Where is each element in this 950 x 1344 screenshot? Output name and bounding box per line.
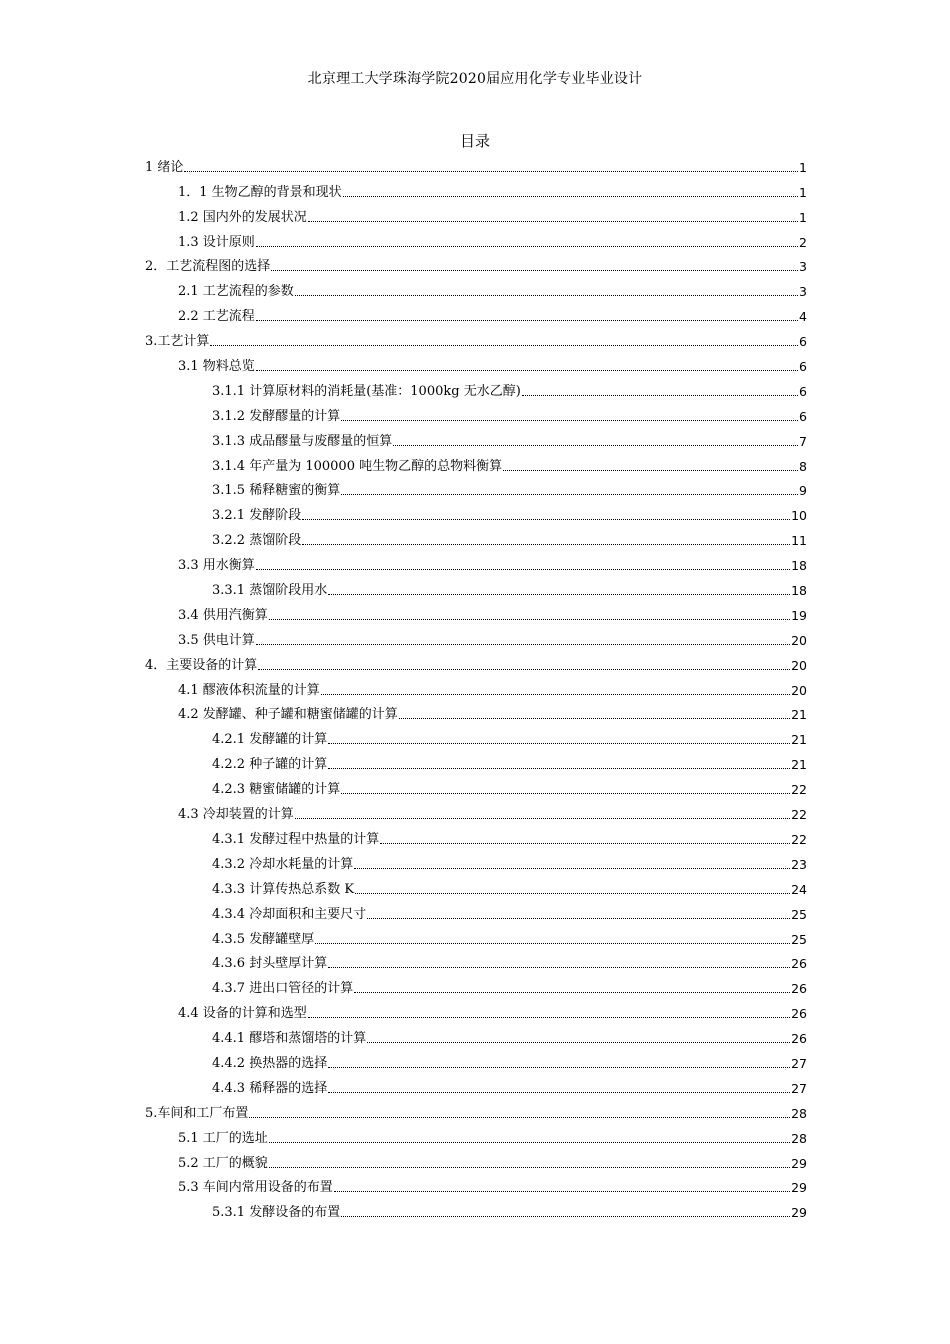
toc-entry[interactable] [145,897,807,922]
toc-entry-page: 25 [791,931,807,947]
toc-entry-label: 4.2.3 糖蜜储罐的计算 [212,782,341,798]
toc-entry-label: 3.3.1 蒸馏阶段用水 [212,583,328,599]
toc-entry[interactable] [145,1121,807,1146]
toc-entry-label: 4．主要设备的计算 [145,657,258,673]
toc-leader-dots [308,220,798,222]
toc-entry-page: 20 [791,657,807,673]
toc-leader-dots [341,493,798,495]
toc-entry-label: 4.3.7 进出口管径的计算 [212,981,354,997]
toc-entry-page: 26 [791,981,807,997]
toc-entry-label: 3.3 用水衡算 [178,558,255,574]
toc-entry-page: 3 [799,259,807,275]
toc-entry[interactable] [145,822,807,847]
toc-entry-page: 26 [791,956,807,972]
toc-entry-page: 21 [791,707,807,723]
toc-entry[interactable] [145,1021,807,1046]
toc-leader-dots [367,1041,790,1043]
toc-entry-page: 20 [791,682,807,698]
toc-entry-label: 3.4 供用汽衡算 [178,607,268,623]
toc-entry-page: 29 [791,1180,807,1196]
toc-entry[interactable] [145,673,807,698]
toc-leader-dots [328,966,790,968]
toc-entry[interactable] [145,548,807,573]
toc-entry-page: 1 [799,184,807,200]
toc-entry-page: 2 [799,234,807,250]
toc-leader-dots [380,842,790,844]
toc-leader-dots [269,1141,790,1143]
toc-entry-label: 4.4 设备的计算和选型 [178,1006,307,1022]
toc-entry-label: 4.3.6 封头壁厚计算 [212,956,328,972]
toc-entry-label: 3.2.2 蒸馏阶段 [212,533,302,549]
toc-entry-label: 5.3 车间内常用设备的布置 [178,1180,333,1196]
toc-entry[interactable] [145,175,807,200]
toc-leader-dots [341,1215,790,1217]
toc-leader-dots [210,344,798,346]
toc-title: 目录 [459,132,490,150]
toc-entry[interactable] [145,225,807,250]
toc-entry[interactable] [145,872,807,897]
toc-entry-page: 22 [791,831,807,847]
toc-entry-label: 2．工艺流程图的选择 [145,259,271,275]
toc-leader-dots [334,1190,790,1192]
toc-entry[interactable] [145,847,807,872]
toc-entry-page: 1 [799,209,807,225]
toc-entry[interactable] [145,947,807,972]
toc-entry-label: 3.1.1 计算原材料的消耗量(基准：1000kg 无水乙醇) [212,383,521,399]
toc-entry-page: 22 [791,782,807,798]
toc-entry-label: 5.3.1 发酵设备的布置 [212,1205,341,1221]
toc-leader-dots [328,767,790,769]
toc-entry[interactable] [145,399,807,424]
toc-entry-page: 10 [791,508,807,524]
toc-entry-label: 3.5 供电计算 [178,632,255,648]
toc-entry[interactable] [145,150,807,175]
toc-entry-label: 5.1 工厂的选址 [178,1130,268,1146]
toc-entry[interactable] [145,698,807,723]
page-header: 北京理工大学珠海学院2020届应用化学专业毕业设计 [307,71,643,87]
toc-leader-dots [256,568,790,570]
toc-leader-dots [308,1016,790,1018]
toc-entry-page: 11 [791,533,807,549]
toc-entry-page: 25 [791,906,807,922]
toc-entry-label: 3.2.1 发酵阶段 [212,508,302,524]
toc-entry[interactable] [145,1195,807,1220]
toc-leader-dots [393,444,798,446]
toc-entry-label: 4.3.2 冷却水耗量的计算 [212,856,354,872]
toc-entry[interactable] [145,797,807,822]
toc-leader-dots [503,469,798,471]
toc-entry[interactable] [145,349,807,374]
toc-entry[interactable] [145,498,807,523]
toc-entry-label: 4.3.5 发酵罐壁厚 [212,931,315,947]
toc-entry-label: 4.3.3 计算传热总系数 K [212,881,355,897]
toc-entry-page: 21 [791,757,807,773]
toc-entry[interactable] [145,648,807,673]
toc-entry[interactable] [145,996,807,1021]
table-of-contents [145,150,807,1220]
toc-entry-page: 27 [791,1080,807,1096]
toc-entry[interactable] [145,424,807,449]
toc-entry-label: 3.1.4 年产量为 100000 吨生物乙醇的总物料衡算 [212,458,503,474]
toc-entry[interactable] [145,474,807,499]
toc-entry[interactable] [145,971,807,996]
toc-entry-page: 8 [799,458,807,474]
toc-entry[interactable] [145,374,807,399]
toc-leader-dots [269,618,790,620]
toc-entry[interactable] [145,1071,807,1096]
toc-leader-dots [399,717,790,719]
toc-leader-dots [341,792,790,794]
toc-leader-dots [269,1166,790,1168]
toc-leader-dots [302,518,790,520]
toc-leader-dots [321,693,790,695]
toc-entry[interactable] [145,523,807,548]
toc-entry[interactable] [145,747,807,772]
toc-entry-page: 9 [799,483,807,499]
toc-entry-page: 1 [799,159,807,175]
toc-entry[interactable] [145,922,807,947]
toc-leader-dots [302,543,790,545]
toc-entry[interactable] [145,1096,807,1121]
toc-entry[interactable] [145,772,807,797]
toc-leader-dots [256,319,798,321]
toc-leader-dots [341,419,798,421]
toc-entry-page: 26 [791,1006,807,1022]
toc-entry-page: 28 [791,1130,807,1146]
toc-entry[interactable] [145,1171,807,1196]
toc-entry-label: 2.2 工艺流程 [178,309,255,325]
toc-entry-page: 6 [799,383,807,399]
toc-entry-label: 1．1 生物乙醇的背景和现状 [178,184,342,200]
toc-entry-label: 4.4.1 醪塔和蒸馏塔的计算 [212,1031,367,1047]
toc-leader-dots [343,195,798,197]
toc-leader-dots [184,170,798,172]
toc-entry[interactable] [145,1046,807,1071]
toc-entry[interactable] [145,324,807,349]
toc-entry-label: 5.2 工厂的概貌 [178,1155,268,1171]
toc-entry-page: 6 [799,334,807,350]
toc-leader-dots [522,394,798,396]
toc-entry[interactable] [145,722,807,747]
toc-entry-page: 20 [791,632,807,648]
toc-entry-label: 4.4.3 稀释器的选择 [212,1080,328,1096]
toc-leader-dots [328,742,790,744]
toc-entry[interactable] [145,200,807,225]
toc-entry-label: 3.1.5 稀释糖蜜的衡算 [212,483,341,499]
toc-entry[interactable] [145,1146,807,1171]
toc-entry-page: 27 [791,1055,807,1071]
toc-entry-page: 18 [791,583,807,599]
toc-entry-label: 4.2.1 发酵罐的计算 [212,732,328,748]
toc-entry[interactable] [145,598,807,623]
toc-entry-label: 4.2.2 种子罐的计算 [212,757,328,773]
toc-leader-dots [354,991,790,993]
toc-entry-label: 3.1.3 成品醪量与废醪量的恒算 [212,433,393,449]
toc-leader-dots [256,643,790,645]
toc-entry-page: 7 [799,433,807,449]
toc-entry[interactable] [145,274,807,299]
toc-leader-dots [295,817,790,819]
toc-leader-dots [249,1116,790,1118]
toc-leader-dots [315,942,790,944]
toc-leader-dots [256,245,798,247]
toc-entry-label: 4.3.1 发酵过程中热量的计算 [212,831,380,847]
toc-entry-label: 3.1 物料总览 [178,359,255,375]
toc-entry[interactable] [145,449,807,474]
toc-entry-label: 1.2 国内外的发展状况 [178,209,307,225]
toc-entry-label: 4.1 醪液体积流量的计算 [178,682,320,698]
toc-entry[interactable] [145,623,807,648]
toc-leader-dots [271,269,798,271]
toc-entry-page: 29 [791,1155,807,1171]
toc-leader-dots [295,294,798,296]
toc-entry-label: 3.工艺计算 [145,334,210,350]
toc-entry-label: 4.3.4 冷却面积和主要尺寸 [212,906,367,922]
toc-entry[interactable] [145,573,807,598]
toc-leader-dots [328,1091,790,1093]
toc-leader-dots [367,917,790,919]
toc-entry-page: 24 [791,881,807,897]
toc-leader-dots [256,369,798,371]
toc-leader-dots [355,892,790,894]
toc-leader-dots [328,593,790,595]
toc-entry-page: 3 [799,284,807,300]
toc-entry-page: 21 [791,732,807,748]
toc-entry-label: 3.1.2 发酵醪量的计算 [212,408,341,424]
toc-entry-label: 5.车间和工厂布置 [145,1105,249,1121]
toc-entry-page: 29 [791,1205,807,1221]
toc-leader-dots [354,867,790,869]
toc-entry-label: 1 绪论 [145,159,184,175]
toc-entry-label: 4.3 冷却装置的计算 [178,807,294,823]
toc-entry-page: 26 [791,1031,807,1047]
toc-entry-page: 23 [791,856,807,872]
toc-entry-label: 1.3 设计原则 [178,234,255,250]
toc-leader-dots [258,668,790,670]
toc-entry-page: 18 [791,558,807,574]
toc-entry[interactable] [145,299,807,324]
toc-entry-label: 4.4.2 换热器的选择 [212,1055,328,1071]
toc-entry-page: 22 [791,807,807,823]
toc-entry-page: 6 [799,408,807,424]
toc-leader-dots [328,1066,790,1068]
toc-entry-label: 4.2 发酵罐、种子罐和糖蜜储罐的计算 [178,707,398,723]
toc-entry-page: 4 [799,309,807,325]
toc-entry-label: 2.1 工艺流程的参数 [178,284,294,300]
toc-entry-page: 19 [791,607,807,623]
toc-entry-page: 6 [799,359,807,375]
toc-entry-page: 28 [791,1105,807,1121]
toc-entry[interactable] [145,250,807,275]
